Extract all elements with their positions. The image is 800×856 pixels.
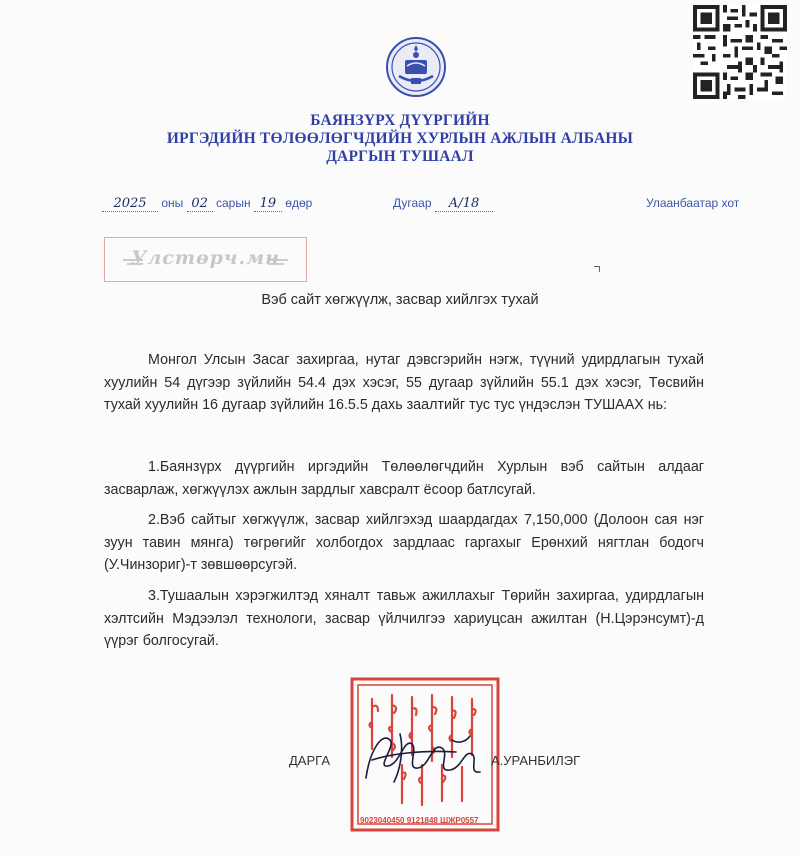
date-line [102,196,312,212]
date-day-suffix: өдөр [285,196,313,210]
date-month: 02 [187,196,213,212]
city-name: Улаанбаатар хот [646,196,740,210]
order-subject: Вэб сайт хөгжүүлж, засвар хийлгэх тухай [261,292,539,308]
watermark-logo [104,237,307,282]
state-emblem-icon [385,36,447,98]
signatory-name: А.УРАНБИЛЭГ [491,753,581,768]
date-day: 19 [254,196,282,212]
header-office: ИРГЭДИЙН ТӨЛӨӨЛӨГЧДИЙН ХУРЛЫН АЖЛЫН АЛБАНЫ [166,130,634,147]
watermark-text: Улстөрч.мн [130,247,281,269]
body-item-1 [104,456,704,501]
stamp-number-text: 9023040450 9121848 ШЖР0557 [360,816,479,825]
order-number: А/18 [435,196,493,212]
order-number-label: Дугаар [393,196,432,210]
intro-paragraph: Монгол Улсын Засаг захиргаа, нутаг дэвсгэрийн нэгж, түүний удирдлагын тухай хуулийн 54 дүгээр зүйлийн 54.4 дэх хэсэг, 55 дугаар зүйлийн 55.1 дэх хэсэг, Төсвийн тухай хуулийн 16 дугаар зүйлийн 16.5.5 дахь заалтийг тус тус үндэслэн ТУШААХ нь: [104,352,704,413]
body-item-3 [104,585,704,653]
item-3-paragraph: 3.Тушаалын хэрэгжилтэд хяналт тавьж ажиллахыг Төрийн захиргаа, удирдлагын хэлтсийн Мэдээлэл технологи, засвар үйлчилгээ хариуцсан ажилтан (Н.Цэрэнсумт)-д үүрэг болгосугай. [104,588,704,649]
header-district: БАЯНЗҮРХ ДҮҮРГИЙН [310,112,490,129]
header-order-title: ДАРГЫН ТУШААЛ [326,148,474,165]
date-year: 2025 [102,196,158,212]
item-2-paragraph: 2.Вэб сайтыг хөгжүүлж, засвар хийлгэхэд шаардагдах 7,150,000 (Долоон сая нэг зуун тавин мянга) төгрөгийг холбогдох зардлаас гаргахыг Ерөнхий нягтлан бодогч (У.Чинзориг)-т зөвшөөрсугэй. [104,512,704,573]
body-intro [104,349,704,417]
handwritten-signature-icon [360,720,500,790]
corner-mark [594,266,600,272]
date-month-suffix: сарын [215,196,251,210]
date-year-suffix: оны [161,196,184,210]
order-number-line [393,196,493,212]
signatory-title: ДАРГА [289,753,330,768]
body-item-2 [104,509,704,577]
item-1-paragraph: 1.Баянзүрх дүүргийн иргэдийн Төлөөлөгчдийн Хурлын вэб сайтын алдааг засварлаж, хөгжүүлэх ажлын зардлыг хавсралт ёсоор батлсугай. [104,459,704,498]
qr-code-icon [693,5,787,99]
